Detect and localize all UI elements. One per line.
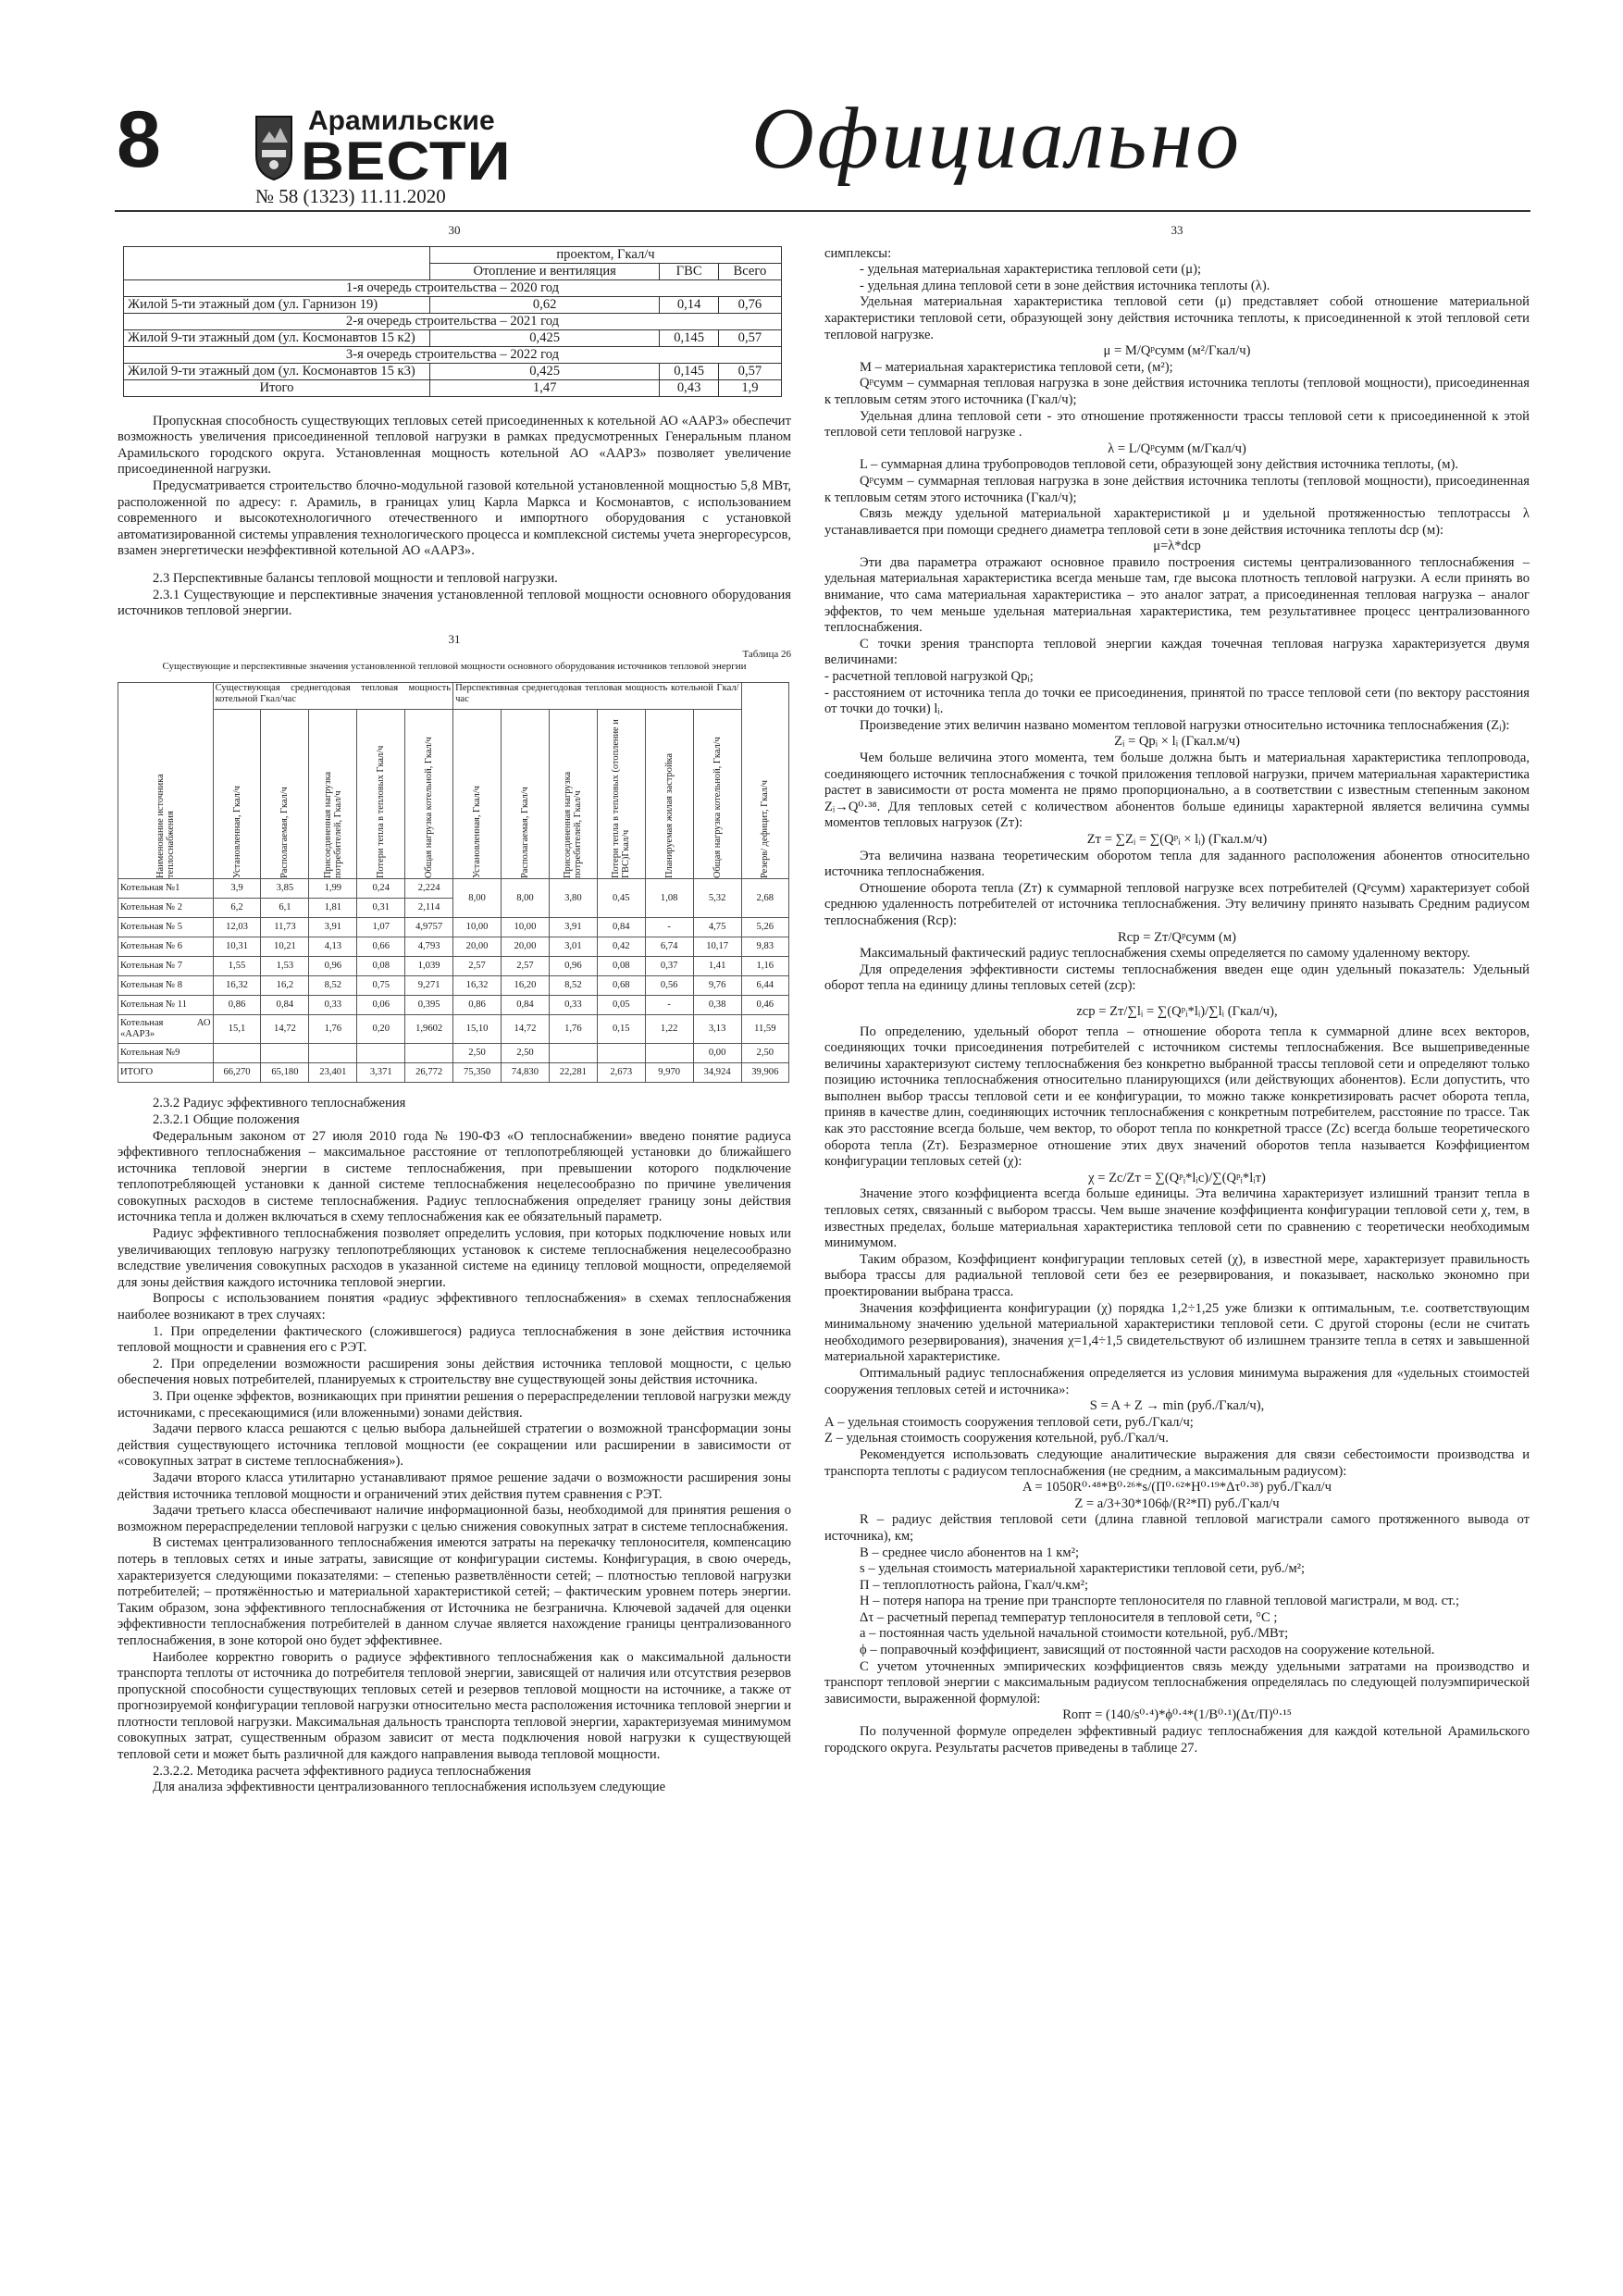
paragraph: По определению, удельный оборот тепла – отношение оборота тепла к суммарной длине всех векторов, соединяющих точки присоединения потребителей с источником системы теплоснабжения. Все вышеприведенные величины характеризуют систему теплоснабжения без конкретно выбранной трассы тепловой сети и определяют только позицию источника теплоснабжения относительно планирующихся (или действующих абонентов). Если допустить, что выполнен выбор трассы тепловой сети и ее конфигурации, то можно также конкретизировать расчет оборота тепла, приняв в качестве длин, соединяющих источник теплоснабжения с конкретным потребителем, расстояние по трассе. Так как это расстояние всегда больше, чем вектор, то оборот тепла по конкретной трассе (Zc) всегда больше теоретического оборота тепла (Zт). Безразмерное отношение этих двух значений оборотов тепла называется Коэффициентом конфигурации тепловых сетей (χ): xyxy=(824,1024,1530,1170)
table-cell: Котельная № 6 xyxy=(118,937,214,957)
table-cell: 0,66 xyxy=(357,937,405,957)
table-cell: ГВС xyxy=(660,263,719,279)
table-label: Таблица 26 xyxy=(742,649,791,661)
table-header-cell: Присоединенная нагрузка потребителей, Гкал/ч xyxy=(549,710,597,879)
paragraph: Наиболее корректно говорить о радиусе эффективного теплоснабжения как о максимальной дальности транспорта теплоты от источника до потребителя тепловой энергии, зависящей от наличия или отсутствия резервов пропускной способности существующих тепловых сетей и резервов тепловой мощности на источнике, а также от прогнозируемой конфигурации тепловой нагрузки относительно места расположения источника тепловой энергии и плотности тепловой нагрузки. Максимальная дальность транспорта тепловой энергии, характеризуемая минимумом совокупных затрат, существенным образом зависит от места подключения новой нагрузки к существующей тепловой сети и может быть различной для каждого направления вывода тепловой мощности. xyxy=(118,1649,791,1763)
table-cell: 0,45 xyxy=(597,879,645,918)
paragraph: В – среднее число абонентов на 1 км²; xyxy=(860,1545,1080,1560)
table-cell: 39,906 xyxy=(741,1063,788,1083)
table-row xyxy=(118,996,789,1015)
table-cell: 0,46 xyxy=(741,996,788,1015)
table-cell: 1,76 xyxy=(309,1015,357,1044)
table-cell: Жилой 5-ти этажный дом (ул. Гарнизон 19) xyxy=(124,296,430,313)
formula: Rопт = (140/s⁰·⁴)*ϕ⁰·⁴*(1/B⁰·¹)(Δτ/П)⁰·¹⁵ xyxy=(1062,1707,1292,1723)
table-cell: 8,00 xyxy=(502,879,550,918)
paragraph: Федеральным законом от 27 июля 2010 года № 190-ФЗ «О теплоснабжении» введено понятие радиуса эффективного теплоснабжения – максимальное расстояние от теплопотребляющей установки до ближайшего источника тепловой энергии в системе теплоснабжения, при превышении которого подключение теплопотребляющей установки к данной системе теплоснабжения нецелесообразно по причине увеличения совокупных расходов в системе теплоснабжения. Радиус теплоснабжения определяет границу зоны действия источника тепла и должен включаться в схему теплоснабжения как ее обязательный параметр. xyxy=(118,1128,791,1225)
table-title: Существующие и перспективные значения установленной тепловой мощности основного оборудования источников тепловой энергии xyxy=(162,661,747,673)
table-cell xyxy=(213,1044,261,1063)
table-cell: 16,20 xyxy=(502,976,550,996)
table-cell: 0,37 xyxy=(645,957,693,976)
formula: χ = Zc/Zт = ∑(Qᵖᵢ*lᵢc)/∑(Qᵖᵢ*lᵢт) xyxy=(1088,1170,1266,1185)
paragraph: Z – удельная стоимость сооружения котельной, руб./Гкал/ч. xyxy=(824,1431,1169,1446)
table-cell: 2,50 xyxy=(741,1044,788,1063)
table-cell: 75,350 xyxy=(453,1063,502,1083)
table-cell: Итого xyxy=(124,379,430,396)
list-item: - расстоянием от источника тепла до точки ее присоединения, принятой по трассе тепловой сети (по вектору расстояния от точки до точки) lᵢ. xyxy=(824,685,1530,717)
table-header-cell: Потери тепла в тепловых Гкал/ч xyxy=(357,710,405,879)
paragraph: Рекомендуется использовать следующие аналитические выражения для связи себестоимости производства и транспорта теплоты с радиусом теплоснабжения (не средним, а максимальным радиусом): xyxy=(824,1446,1530,1479)
paragraph: Значения коэффициента конфигурации (χ) порядка 1,2÷1,25 уже близки к оптимальным, т.е. соответствующим минимальному значению удельной материальной характеристики тепловой сети. С другой стороны (если не считать необходимого резервирования), значения χ=1,4÷1,5 свидетельствуют об излишнем транзите тепла в сетях и завышенной материальной характеристике. xyxy=(824,1300,1530,1365)
paragraph: Вопросы с использованием понятия «радиус эффективного теплоснабжения» в схемах теплоснабжения наиболее возникают в трех случаях: xyxy=(118,1291,791,1323)
paragraph: 2. При определении возможности расширения зоны действия источника тепловой мощности, с целью обеспечения новых потребителей, планируемых к строительству вне существующей зоны действия источника. xyxy=(118,1356,791,1388)
table-cell: 10,31 xyxy=(213,937,261,957)
table-cell: 10,00 xyxy=(502,918,550,937)
table-cell: Котельная № 2 xyxy=(118,899,214,918)
newspaper-logo xyxy=(254,102,512,194)
table-cell: 3,80 xyxy=(549,879,597,918)
table-row xyxy=(118,1044,789,1063)
table-row xyxy=(118,957,789,976)
table-cell: 0,31 xyxy=(357,899,405,918)
table-row xyxy=(118,937,789,957)
table-row xyxy=(118,879,789,899)
table-cell: 3-я очередь строительства – 2022 год xyxy=(124,346,782,363)
left-column xyxy=(118,222,791,1796)
table-cell: 16,2 xyxy=(261,976,309,996)
paragraph: Отношение оборота тепла (Zт) к суммарной тепловой нагрузке всех потребителей (Qᵖсумм) характеризует собой среднюю удаленность потребителей от источника теплоснабжения. Эту величину принято называть Средним радиусом теплоснабжения (Rср): xyxy=(824,880,1530,928)
table-cell: 0,15 xyxy=(597,1015,645,1044)
paragraph: Для анализа эффективности централизованного теплоснабжения используем следующие xyxy=(153,1780,666,1795)
table-cell: 6,44 xyxy=(741,976,788,996)
table-cell: Всего xyxy=(718,263,781,279)
paragraph: Удельная материальная характеристика тепловой сети (μ) представляет собой отношение материальной характеристики тепловой сети, образующей зону действия источника теплоты, к присоединенной к этой тепловой сети тепловой нагрузке. xyxy=(824,294,1530,342)
table-cell: 9,76 xyxy=(693,976,741,996)
formula: zср = Zт/∑lᵢ = ∑(Qᵖᵢ*lᵢ)/∑lᵢ (Гкал/ч), xyxy=(1076,1003,1278,1019)
table-cell: - xyxy=(645,918,693,937)
doc-page-number: 31 xyxy=(448,631,461,646)
brand-name-big: ВЕСТИ xyxy=(301,131,512,192)
paragraph: Н – потеря напора на трение при транспорте теплоносителя по главной тепловой магистрали, м вод. ст.; xyxy=(860,1594,1460,1609)
table-cell: 23,401 xyxy=(309,1063,357,1083)
table-cell: 8,52 xyxy=(309,976,357,996)
paragraph: Чем больше величина этого момента, тем больше должна быть и материальная характеристика теплопровода, соединяющего источник теплоснабжения с точкой приложения тепловой нагрузки, причем материальная характеристика растет в зависимости от роста момента не прямо пропорционально, а в соответствии с известным степенным законом Zᵢ→Q⁰·³⁸. Для тепловых сетей с количеством абонентов больше единицы характерной является величина суммы моментов тепловых нагрузок (Zт): xyxy=(824,751,1530,831)
table-header-cell: Располагаемая, Гкал/ч xyxy=(502,710,550,879)
table-cell: 65,180 xyxy=(261,1063,309,1083)
table-cell: 20,00 xyxy=(502,937,550,957)
table-cell: 0,20 xyxy=(357,1015,405,1044)
paragraph: Qᵖсумм – суммарная тепловая нагрузка в зоне действия источника теплоты (тепловой мощности), присоединенная к тепловым сетям этого источника (Гкал/ч); xyxy=(824,376,1530,407)
table-cell: 3,91 xyxy=(309,918,357,937)
table-cell xyxy=(261,1044,309,1063)
header-divider xyxy=(115,210,1530,212)
table-cell: 2,114 xyxy=(405,899,453,918)
table-cell: 9,83 xyxy=(741,937,788,957)
table-cell: 0,00 xyxy=(693,1044,741,1063)
table-cell xyxy=(597,1044,645,1063)
table-cell: 1,16 xyxy=(741,957,788,976)
table-group-header: Существующая среднегодовая тепловая мощность котельной Гкал/час xyxy=(213,683,453,710)
formula: A = 1050R⁰·⁴⁸*B⁰·²⁶*s/(П⁰·⁶²*H⁰·¹⁹*Δτ⁰·³⁸) руб./Гкал/ч xyxy=(1022,1480,1332,1496)
table-cell: 16,32 xyxy=(453,976,502,996)
paragraph: С точки зрения транспорта тепловой энергии каждая точечная тепловая нагрузка характеризуется двумя величинами: xyxy=(824,636,1530,668)
paragraph: Удельная длина тепловой сети - это отношение протяженности трассы тепловой сети к присоединенной к этой тепловой сети тепловой нагрузке . xyxy=(824,408,1530,441)
table-cell: 12,03 xyxy=(213,918,261,937)
table-cell: 1,07 xyxy=(357,918,405,937)
paragraph: Радиус эффективного теплоснабжения позволяет определить условия, при которых подключение новых или увеличивающих тепловую нагрузку теплопотребляющих установок к системе теплоснабжения нецелесообразно вследствие увеличения совокупных расходов в указанной системе на единицу тепловой мощности, определяемой для зоны действия каждого источника тепловой энергии. xyxy=(118,1226,791,1290)
table-cell: 10,17 xyxy=(693,937,741,957)
table-row xyxy=(118,976,789,996)
table-row xyxy=(124,296,782,313)
table-header-cell: Располагаемая, Гкал/ч xyxy=(261,710,309,879)
table-cell: 5,26 xyxy=(741,918,788,937)
table-cell: Котельная №9 xyxy=(118,1044,214,1063)
table-header-cell: Присоединенная нагрузка потребителей, Гкал/ч xyxy=(309,710,357,879)
section-heading: 2.3.2 Радиус эффективного теплоснабжения xyxy=(153,1096,406,1111)
table-cell: 0,96 xyxy=(309,957,357,976)
table-cell: 1,41 xyxy=(693,957,741,976)
table-cell: 1,53 xyxy=(261,957,309,976)
table-cell: 0,86 xyxy=(453,996,502,1015)
paragraph: Связь между удельной материальной характеристикой μ и удельной протяженностью теплотрассы λ устанавливается при помощи среднего диаметра тепловой сети в зоне действия источника теплоты dср (м): xyxy=(824,506,1530,538)
table-cell: 10,00 xyxy=(453,918,502,937)
table-cell: 26,772 xyxy=(405,1063,453,1083)
formula: Rср = Zт/Qᵖсумм (м) xyxy=(1118,929,1236,945)
table-cell: 0,56 xyxy=(645,976,693,996)
formula: S = A + Z → min (руб./Гкал/ч), xyxy=(1089,1398,1265,1414)
table-cell: 0,86 xyxy=(213,996,261,1015)
table-row xyxy=(124,346,782,363)
table-cell xyxy=(124,246,430,279)
paragraph: Пропускная способность существующих тепловых сетей присоединенных к котельной АО «ААРЗ» обеспечит возможность увеличения присоединенной тепловой нагрузки в рамках предусмотренных Генеральным планом Арамильского городского округа. Установленная мощность котельной АО «ААРЗ» позволяет увеличение присоединенной нагрузки. xyxy=(118,413,791,478)
table-cell: 4,793 xyxy=(405,937,453,957)
paragraph: П – теплоплотность района, Гкал/ч.км²; xyxy=(860,1577,1089,1593)
section-heading: 2.3.2.2. Методика расчета эффективного радиуса теплоснабжения xyxy=(153,1763,531,1779)
table-cell: 3,85 xyxy=(261,879,309,899)
table-cell: 1,55 xyxy=(213,957,261,976)
table-cell: 2,224 xyxy=(405,879,453,899)
table-cell: 0,96 xyxy=(549,957,597,976)
table-cell: 2,57 xyxy=(453,957,502,976)
table-cell: 0,425 xyxy=(430,329,660,346)
paragraph: симплексы: xyxy=(824,245,892,261)
table-cell: 0,33 xyxy=(549,996,597,1015)
formula: μ=λ*dср xyxy=(1153,539,1201,554)
paragraph: Значение этого коэффициента всегда больше единицы. Эта величина характеризует излишний транзит тепла в тепловых сетях, связанный с выбором трассы. Чем выше значение коэффициента конфигурации тепловой сети χ, тем, в известных пределах, больше материальная характеристика тепловой сети по сравнению с теоретически необходимым минимумом. xyxy=(824,1186,1530,1251)
table-cell: Котельная № 5 xyxy=(118,918,214,937)
paragraph: L – суммарная длина трубопроводов тепловой сети, образующей зону действия источника теплоты, (м). xyxy=(860,457,1458,473)
table-cell: 3,01 xyxy=(549,937,597,957)
table-cell: 0,24 xyxy=(357,879,405,899)
table-cell: Отопление и вентиляция xyxy=(430,263,660,279)
brand-name-small: Арамильские xyxy=(308,105,495,136)
table-cell: 1,9 xyxy=(718,379,781,396)
paragraph: Задачи второго класса утилитарно устанавливают прямое решение задачи о возможности расширения зоны действия источника тепловой мощности и ограничений этих действия путем сравнения с РЭТ. xyxy=(118,1470,791,1502)
table-cell: Котельная № 8 xyxy=(118,976,214,996)
paragraph: Эта величина названа теоретическим оборотом тепла для заданного расположения абонентов относительно источника теплоснабжения. xyxy=(824,848,1530,880)
table-cell: проектом, Гкал/ч xyxy=(430,246,782,263)
list-item: - удельная материальная характеристика тепловой сети (μ); xyxy=(860,262,1201,278)
formula: μ = M/Qᵖсумм (м²/Гкал/ч) xyxy=(1103,343,1251,359)
table-cell: 34,924 xyxy=(693,1063,741,1083)
paragraph: С учетом уточненных эмпирических коэффициентов связь между удельными затратами на производство и транспорт тепловой энергии с максимальным радиусом теплоснабжения определялась по следующей полуэмпирической зависимости, выраженной формулой: xyxy=(824,1658,1530,1706)
table-cell: 0,57 xyxy=(718,363,781,379)
formula: Z = a/3+30*106ϕ/(R²*П) руб./Гкал/ч xyxy=(1074,1496,1280,1511)
table-cell: 14,72 xyxy=(502,1015,550,1044)
doc-page-number: 33 xyxy=(1171,223,1183,237)
paragraph: Эти два параметра отражают основное правило построения системы централизованного теплоснабжения – удельная материальная характеристика всегда меньше там, где высока плотность тепловой нагрузки. А если принять во внимание, что сама материальная характеристика – это аналог затрат, а присоединенная тепловая нагрузка – аналог эффектов, то чем меньше удельная материальная характеристика, тем результативнее процесс централизованного теплоснабжения. xyxy=(824,554,1530,636)
table-row xyxy=(124,329,782,346)
table-cell: 0,425 xyxy=(430,363,660,379)
table-cell: 0,84 xyxy=(261,996,309,1015)
table-cell: 0,38 xyxy=(693,996,741,1015)
table-row xyxy=(118,918,789,937)
section-heading: 2.3.1 Существующие и перспективные значения установленной тепловой мощности основного оборудования источников тепловой энергии. xyxy=(118,587,791,619)
table-cell: 2-я очередь строительства – 2021 год xyxy=(124,313,782,329)
table-cell: 0,08 xyxy=(597,957,645,976)
table-cell: 0,14 xyxy=(660,296,719,313)
table-row xyxy=(124,279,782,296)
paragraph: М – материальная характеристика тепловой сети, (м²); xyxy=(860,359,1173,375)
table-cell: 6,2 xyxy=(213,899,261,918)
table-cell: 3,371 xyxy=(357,1063,405,1083)
table-header-cell: Общая нагрузка котельной, Гкал/ч xyxy=(405,710,453,879)
table-cell: 6,1 xyxy=(261,899,309,918)
table-cell: 74,830 xyxy=(502,1063,550,1083)
paragraph: Оптимальный радиус теплоснабжения определяется из условия минимума выражения для «удельных стоимостей сооружения тепловых сетей и источника»: xyxy=(824,1365,1530,1397)
table-cell: 9,970 xyxy=(645,1063,693,1083)
paragraph: а – постоянная часть удельной начальной стоимости котельной, руб./МВт; xyxy=(860,1626,1289,1642)
table-cell: 1,22 xyxy=(645,1015,693,1044)
table-cell xyxy=(405,1044,453,1063)
section-heading: 2.3 Перспективные балансы тепловой мощности и тепловой нагрузки. xyxy=(153,570,558,586)
table-cell: 15,10 xyxy=(453,1015,502,1044)
table-cell xyxy=(645,1044,693,1063)
table-cell: 1,81 xyxy=(309,899,357,918)
paragraph: В системах централизованного теплоснабжения имеются затраты на перекачку теплоносителя, компенсацию потерь в тепловых сетях и иные затраты, зависящие от конфигурации системы. Конфигурация, в свою очередь, характеризуется следующими показателями: – степенью разветвлённости сетей; – плотностью тепловой нагрузки потребителей; – протяжённостью и материальной характеристикой сетей; – фактическим уровнем потерь энергии. Таким образом, зона эффективного теплоснабжения от Источника не безгранична. Ключевой задачей для оценки эффективности теплоснабжения потребителей в данном случае является нахождение границы централизованного теплоснабжения, в зоне которой оно будет эффективнее. xyxy=(118,1535,791,1648)
paragraph: Предусматривается строительство блочно-модульной газовой котельной установленной мощностью 5,8 МВт, расположенной по адресу: г. Арамиль, в границах улиц Карла Маркса и Космонавтов, с использованием современного и высокотехнологичного отечественного и импортного оборудования с установкой автоматизированной системы управления технологического процесса и комплексной системы учета энергоресурсов, взамен энергетически неэффективной котельной АО «ААРЗ». xyxy=(118,478,791,559)
page-number: 8 xyxy=(117,95,161,184)
issue-number: № 58 (1323) 11.11.2020 xyxy=(255,185,446,207)
table-cell: 1-я очередь строительства – 2020 год xyxy=(124,279,782,296)
table-cell: 0,145 xyxy=(660,363,719,379)
table-cell: 8,52 xyxy=(549,976,597,996)
table-cell: 2,50 xyxy=(453,1044,502,1063)
paragraph: ϕ – поправочный коэффициент, зависящий от постоянной части расходов на сооружение котельной. xyxy=(860,1643,1435,1658)
load-table xyxy=(123,246,782,397)
table-cell: 0,62 xyxy=(430,296,660,313)
capacity-table xyxy=(118,682,789,1083)
table-header-cell: Планируемая жилая застройка xyxy=(645,710,693,879)
table-cell: 6,74 xyxy=(645,937,693,957)
table-cell: 3,13 xyxy=(693,1015,741,1044)
right-column xyxy=(824,222,1530,1756)
formula: Zт = ∑Zᵢ = ∑(Qᵖᵢ × lᵢ) (Гкал.м/ч) xyxy=(1086,831,1268,847)
table-cell: 0,145 xyxy=(660,329,719,346)
table-cell: 0,75 xyxy=(357,976,405,996)
list-item: - удельная длина тепловой сети в зоне действия источника теплоты (λ). xyxy=(860,278,1270,293)
table-cell: 2,57 xyxy=(502,957,550,976)
section-title: Официально xyxy=(751,91,1243,187)
table-cell: Котельная №1 xyxy=(118,879,214,899)
table-cell xyxy=(309,1044,357,1063)
table-cell: ИТОГО xyxy=(118,1063,214,1083)
table-header-cell: Установленная, Гкал/ч xyxy=(213,710,261,879)
table-header-cell: Потери тепла в тепловых (отопление и ГВС)Гкал/ч xyxy=(597,710,645,879)
table-row xyxy=(124,379,782,396)
table-cell: 0,68 xyxy=(597,976,645,996)
table-cell: 0,05 xyxy=(597,996,645,1015)
paragraph: R – радиус действия тепловой сети (длина главной тепловой магистрали самого протяженного вывода от источника), км; xyxy=(824,1512,1530,1544)
table-cell: Жилой 9-ти этажный дом (ул. Космонавтов 15 к2) xyxy=(124,329,430,346)
table-cell: 0,43 xyxy=(660,379,719,396)
table-row xyxy=(124,363,782,379)
table-cell: 0,395 xyxy=(405,996,453,1015)
table-cell: 1,9602 xyxy=(405,1015,453,1044)
paragraph: Qᵖсумм – суммарная тепловая нагрузка в зоне действия источника теплоты (тепловой мощности), присоединенная к тепловым сетям этого источника (Гкал/ч); xyxy=(824,473,1530,505)
table-header-cell: Общая нагрузка котельной, Гкал/ч xyxy=(693,710,741,879)
paragraph: Δτ – расчетный перепад температур теплоносителя в тепловой сети, °С ; xyxy=(860,1609,1278,1625)
table-cell: 1,039 xyxy=(405,957,453,976)
table-row xyxy=(118,1015,789,1044)
table-cell xyxy=(357,1044,405,1063)
table-cell: 2,68 xyxy=(741,879,788,918)
table-cell: 8,00 xyxy=(453,879,502,918)
table-cell: 0,33 xyxy=(309,996,357,1015)
table-cell: Котельная № 7 xyxy=(118,957,214,976)
table-cell: 0,42 xyxy=(597,937,645,957)
coat-of-arms-icon xyxy=(254,115,293,181)
table-header-cell: Резерв/ дефицит, Гкал/ч xyxy=(741,683,788,879)
paragraph: 3. При оценке эффектов, возникающих при принятии решения о перераспределении тепловой нагрузки между источниками, с пресекающимися (или вложенными) зонами действия. xyxy=(118,1389,791,1421)
paragraph: А – удельная стоимость сооружения тепловой сети, руб./Гкал/ч; xyxy=(824,1414,1194,1430)
table-cell: 0,06 xyxy=(357,996,405,1015)
table-cell: 5,32 xyxy=(693,879,741,918)
table-group-header: Перспективная среднегодовая тепловая мощность котельной Гкал/час xyxy=(453,683,742,710)
table-cell: 1,99 xyxy=(309,879,357,899)
table-cell: 1,08 xyxy=(645,879,693,918)
table-cell: 9,271 xyxy=(405,976,453,996)
table-cell: 0,08 xyxy=(357,957,405,976)
paragraph: s – удельная стоимость материальной характеристики тепловой сети, руб./м²; xyxy=(860,1561,1306,1577)
paragraph: 1. При определении фактического (сложившегося) радиуса теплоснабжения в зоне действия источника тепловой мощности и сравнения его с РЭТ. xyxy=(118,1323,791,1356)
doc-page-number: 30 xyxy=(448,223,461,237)
table-cell: 66,270 xyxy=(213,1063,261,1083)
table-cell: 2,673 xyxy=(597,1063,645,1083)
list-item: - расчетной тепловой нагрузкой Qрᵢ; xyxy=(824,669,1034,685)
table-cell: 4,13 xyxy=(309,937,357,957)
table-cell: Жилой 9-ти этажный дом (ул. Космонавтов 15 к3) xyxy=(124,363,430,379)
table-cell: 4,9757 xyxy=(405,918,453,937)
table-cell xyxy=(549,1044,597,1063)
table-cell: 20,00 xyxy=(453,937,502,957)
paragraph: Задачи первого класса решаются с целью выбора дальнейшей стратегии о возможной трансформации зоны действия существующего источника тепловой мощности (ее сокращении или расширении в зависимости от «совокупных затрат в системе теплоснабжения»). xyxy=(118,1421,791,1470)
table-cell: 0,84 xyxy=(502,996,550,1015)
formula: Zᵢ = Qрᵢ × lᵢ (Гкал.м/ч) xyxy=(1114,734,1240,750)
paragraph: Максимальный фактический радиус теплоснабжения схемы определяется по самому удаленному вектору. xyxy=(860,946,1470,962)
section-heading: 2.3.2.1 Общие положения xyxy=(153,1111,300,1127)
table-cell: 3,91 xyxy=(549,918,597,937)
paragraph: Для определения эффективности системы теплоснабжения введен еще один удельный показатель: Удельный оборот тепла на единицу длины тепловых сетей (zср): xyxy=(824,962,1530,994)
paragraph: Задачи третьего класса обеспечивают наличие информационной базы, необходимой для принятия решения о возможном перераспределении тепловой нагрузки с целью снижения совокупных затрат в системе теплоснабжения. xyxy=(118,1503,791,1534)
table-cell: 4,75 xyxy=(693,918,741,937)
table-cell: 3,9 xyxy=(213,879,261,899)
table-cell: 2,50 xyxy=(502,1044,550,1063)
table-header-cell: Наименование источника теплоснабжения xyxy=(118,683,214,879)
table-cell: 1,47 xyxy=(430,379,660,396)
table-cell: - xyxy=(645,996,693,1015)
table-cell: 0,84 xyxy=(597,918,645,937)
table-row xyxy=(124,313,782,329)
table-cell: 14,72 xyxy=(261,1015,309,1044)
table-row xyxy=(118,1063,789,1083)
table-cell: 22,281 xyxy=(549,1063,597,1083)
table-cell: 11,73 xyxy=(261,918,309,937)
table-cell: 0,76 xyxy=(718,296,781,313)
formula: λ = L/Qᵖсумм (м/Гкал/ч) xyxy=(1108,441,1246,456)
table-header-cell: Установленная, Гкал/ч xyxy=(453,710,502,879)
table-cell: 0,57 xyxy=(718,329,781,346)
table-cell: Котельная № 11 xyxy=(118,996,214,1015)
paragraph: Произведение этих величин названо моментом тепловой нагрузки относительно источника теплоснабжения (Zᵢ): xyxy=(860,717,1510,733)
table-cell: 1,76 xyxy=(549,1015,597,1044)
table-cell: 16,32 xyxy=(213,976,261,996)
table-cell: 15,1 xyxy=(213,1015,261,1044)
table-cell: 10,21 xyxy=(261,937,309,957)
paragraph: Таким образом, Коэффициент конфигурации тепловых сетей (χ), в известной мере, характеризует правильность выбора трассы для радиальной тепловой сети без ее резервирования, и показывает, насколько экономно при проектировании выбрана трасса. xyxy=(824,1251,1530,1299)
paragraph: По полученной формуле определен эффективный радиус теплоснабжения для каждой котельной Арамильского городского округа. Результаты расчетов приведены в таблице 27. xyxy=(824,1724,1530,1756)
table-cell: Котельная АО «ААРЗ» xyxy=(118,1015,214,1044)
table-cell: 11,59 xyxy=(741,1015,788,1044)
